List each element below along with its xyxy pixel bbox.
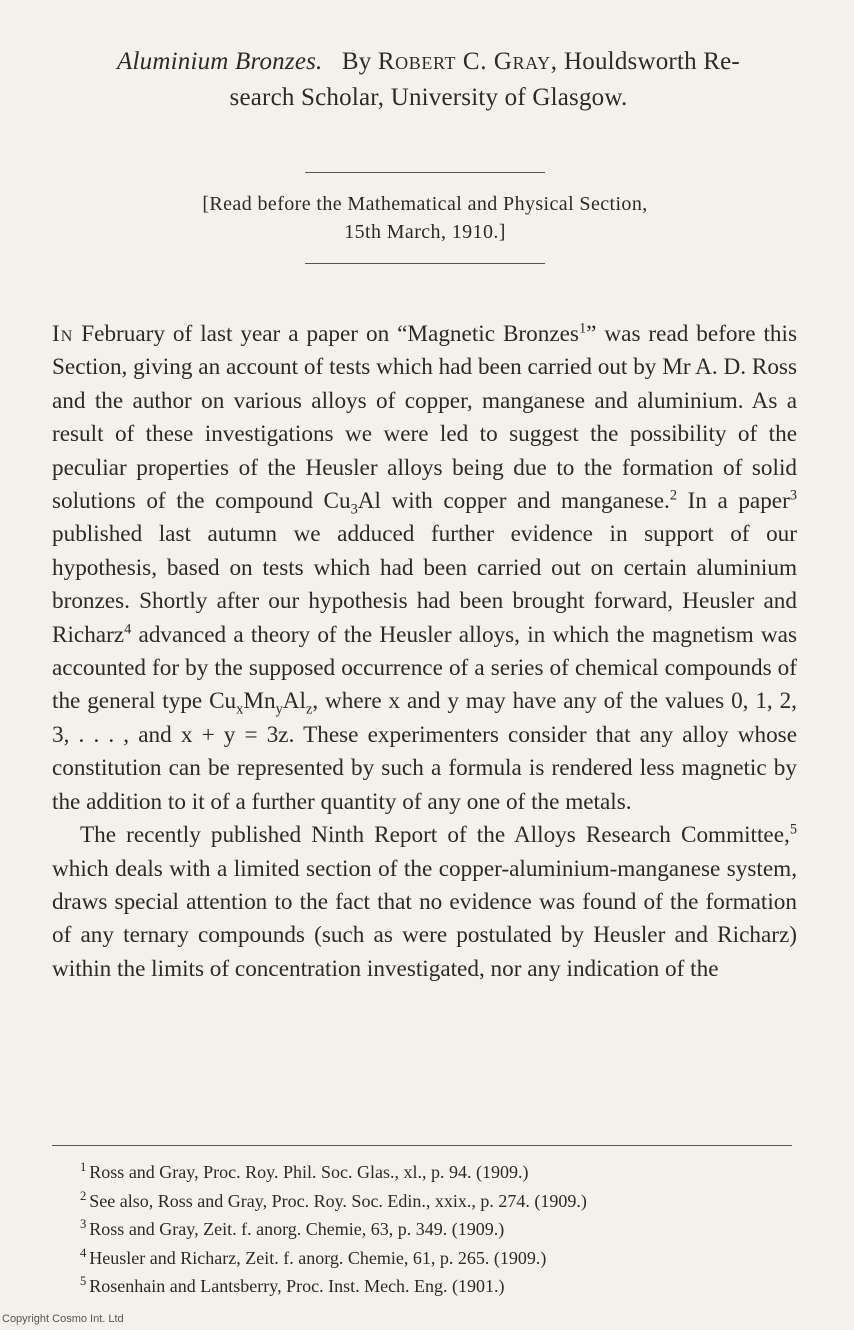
read-note — [120, 190, 730, 246]
footnote-text: See also, Ross and Gray, Proc. Roy. Soc. Edin., xxix., p. 274. (1909.) — [89, 1190, 587, 1211]
read-note-line-2: 15th March, 1910.] — [344, 221, 506, 243]
subscript-3: 3 — [350, 501, 358, 518]
footnote-ref-1: 1 — [578, 320, 587, 337]
author-name: Robert C. Gray, — [377, 48, 558, 75]
footnote-number: 3 — [80, 1217, 87, 1231]
paragraph-2 — [52, 819, 797, 986]
footnote-text: Ross and Gray, Zeit. f. anorg. Chemie, 63, p. 349. (1909.) — [89, 1219, 505, 1239]
read-note-line-1: [Read before the Mathematical and Physical Section, — [202, 193, 648, 215]
p1-text-h: Al — [282, 688, 306, 715]
footnotes — [80, 1158, 800, 1301]
footnote-divider — [52, 1145, 792, 1146]
footnote-number: 4 — [80, 1245, 87, 1260]
p1-text-c: Al with copper and manganese. — [357, 488, 670, 515]
p1-text-a: February of last year a paper on “Magnetic Bronzes — [73, 321, 579, 347]
affiliation-line-2: search Scholar, University of Glasgow. — [229, 84, 628, 111]
footnote-number: 2 — [80, 1188, 87, 1203]
footnote-item — [80, 1272, 800, 1301]
p1-text-i: , where x and y may have any of the values 0, 1, 2, 3, . . . , and x + y = 3z. These experimenters consider that any alloy whose constitution can be represented by such a formula is rendered less magnetic by the addition to it of a further quantity of any one of the metals. — [52, 688, 797, 815]
lead-word: In — [52, 321, 74, 347]
footnote-text: Ross and Gray, Proc. Roy. Phil. Soc. Glas., xl., p. 94. (1909.) — [89, 1162, 529, 1182]
title-by: By — [341, 48, 372, 75]
affiliation-line-1: Houldsworth Re- — [564, 48, 740, 75]
footnote-number: 1 — [80, 1160, 87, 1174]
footnote-ref-2: 2 — [669, 487, 678, 504]
p1-text-b: ” was read before this Section, giving an account of tests which had been carried out by Mr A. D. Ross and the author on various alloys of copper, manganese and aluminium. As a result of these investigations we were led to suggest the possibility of the peculiar properties of the Heusler alloys being due to the formation of solid solutions of the compound Cu — [52, 321, 797, 515]
p1-text-e: published last autumn we adduced further evidence in support of our hypothesis, based on tests which had been carried out on certain aluminium bronzes. Shortly after our hypothesis had been brought forward, Heusler and Richarz — [52, 521, 797, 648]
article-title — [56, 44, 801, 116]
footnote-ref-3: 3 — [789, 487, 798, 504]
footnote-item — [80, 1187, 800, 1216]
paragraph-1 — [52, 318, 797, 819]
title-divider — [305, 172, 545, 173]
footnote-ref-4: 4 — [124, 620, 132, 637]
footnote-text: Rosenhain and Lantsberry, Proc. Inst. Mech. Eng. (1901.) — [89, 1276, 505, 1296]
footnote-item — [80, 1215, 800, 1244]
subscript-y: y — [275, 702, 283, 719]
footnote-item — [80, 1244, 800, 1273]
p1-text-g: Mn — [243, 688, 276, 715]
p2-text-a: The recently published Ninth Report of the Alloys Research Committee, — [80, 822, 790, 849]
p2-text-b: which deals with a limited section of the copper-aluminium-manganese system, draws special attention to the fact that no evidence was found of the formation of any ternary compounds (such as were postulated by Heusler and Richarz) within the limits of concentration investigated, nor any indication of the — [52, 855, 797, 982]
read-note-divider — [305, 263, 545, 264]
footnote-text: Heusler and Richarz, Zeit. f. anorg. Chemie, 61, p. 265. (1909.) — [89, 1247, 547, 1268]
p1-text-f: advanced a theory of the Heusler alloys, in which the magnetism was accounted for by the supposed occurrence of a series of chemical compounds of the general type Cu — [52, 621, 797, 715]
footnote-ref-5: 5 — [789, 821, 797, 838]
p1-text-d: In a paper — [677, 488, 790, 515]
title-italic: Aluminium Bronzes. — [117, 48, 323, 75]
subscript-x: x — [236, 702, 244, 719]
footnote-item — [80, 1158, 800, 1187]
copyright-watermark: Copyright Cosmo Int. Ltd — [2, 1313, 124, 1325]
article-body — [52, 318, 797, 986]
subscript-z: z — [305, 702, 313, 719]
footnote-number: 5 — [80, 1274, 87, 1288]
